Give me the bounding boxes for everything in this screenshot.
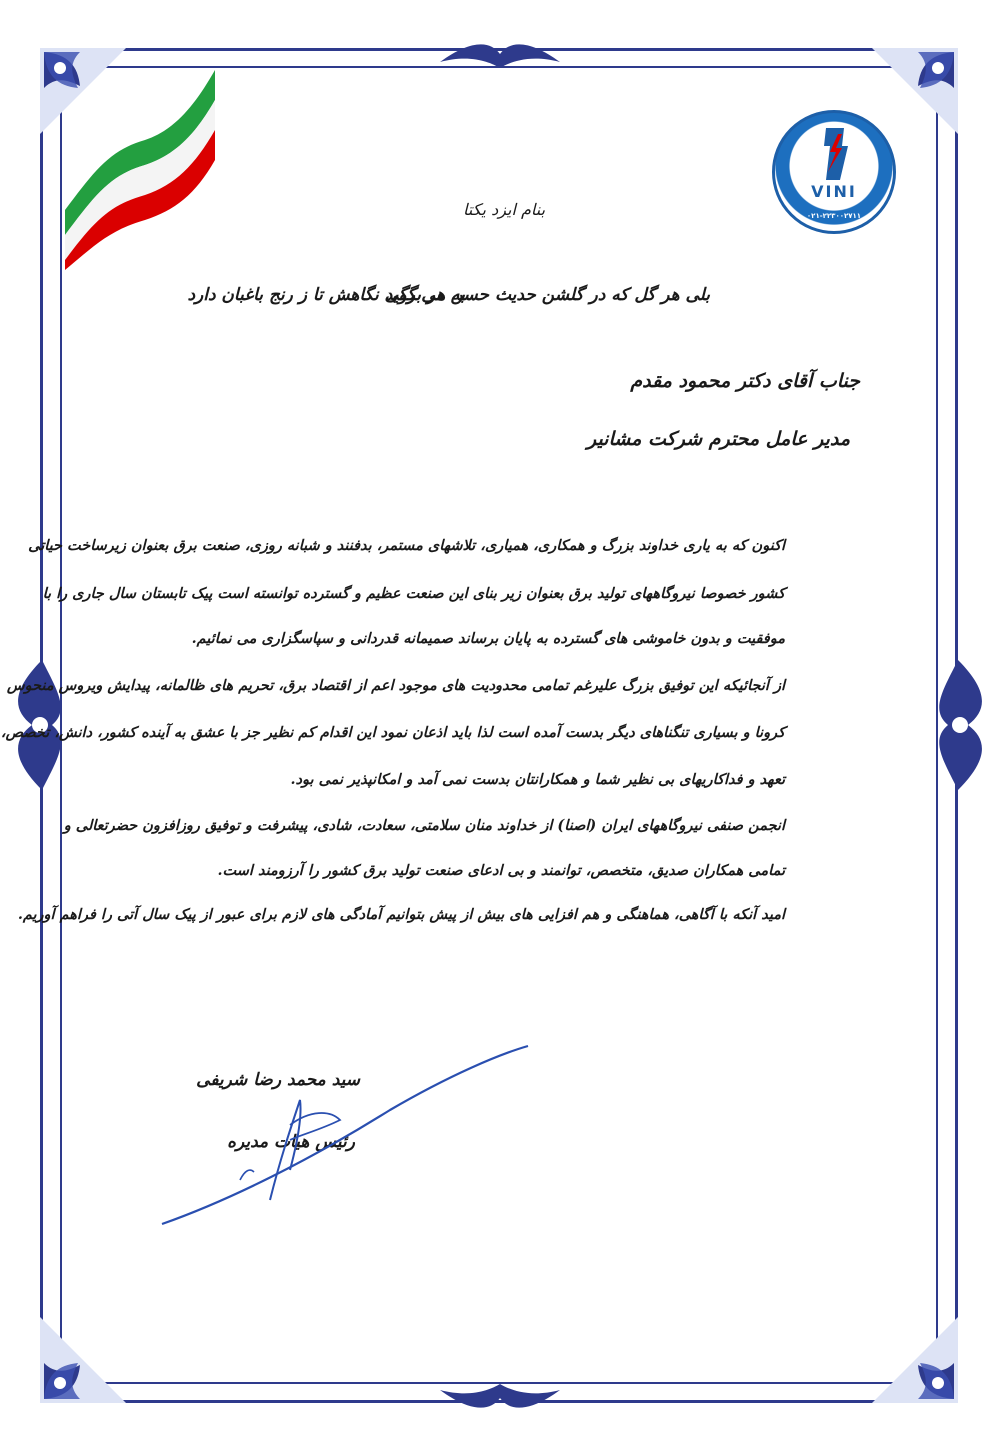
corner-ornament-bottom-left: [38, 1315, 128, 1405]
logo-name: VINI: [811, 182, 857, 201]
body-line: تعهد و فداکاریهای بی نظیر شما و همکارانتان بدست نمی آمد و امکانپذیر نمی بود.: [290, 771, 785, 788]
invocation-heading: بنام ایزد یکتا: [463, 200, 546, 219]
body-line: تمامی همکاران صدیق، متخصص، توانمند و بی ادعای صنعت تولید برق کشور را آرزومند است.: [217, 862, 785, 879]
iran-flag-icon: [55, 60, 220, 270]
verse-left: به هر برگی نگاهش تا ز رنج باغبان دارد: [187, 285, 465, 305]
signatory-name: سید محمد رضا شریفی: [196, 1070, 360, 1090]
body-line: اکنون که به یاری خداوند بزرگ و همکاری، همیاری، تلاشهای مستمر، بدفنند و شبانه روزی، صنعت برق بعنوان زیرساخت حیاتی: [28, 537, 785, 554]
body-line: انجمن صنفی نیروگاههای ایران (اصنا) از خداوند منان سلامتی، سعادت، شادی، پیشرفت و توفیق روزافزون حضرتعالی و: [63, 817, 785, 834]
corner-ornament-bottom-right: [870, 1315, 960, 1405]
edge-ornament-top: [440, 40, 560, 70]
organization-logo: [772, 110, 896, 234]
body-line: کرونا و بسیاری تنگناهای دیگر بدست آمده است لذا باید اذعان نمود این اقدام کم نظیر جز با عشق به آینده کشور، دانش، تخصص،: [0, 724, 785, 741]
body-line: امید آنکه با آگاهی، هماهنگی و هم افزایی های بیش از پیش بتوانیم آمادگی های لازم برای عبور از پیک سال آتی را فراهم آوریم.: [17, 906, 785, 923]
edge-ornament-right: [928, 660, 998, 790]
body-line: کشور خصوصا نیروگاههای تولید برق بعنوان زیر بنای این صنعت عظیم و گسترده توانسته است پیک تابستان سال جاری را با: [42, 585, 785, 602]
body-line: موفقیت و بدون خاموشی های گسترده به پایان برساند صمیمانه قدردانی و سپاسگزاری می نمائیم.: [191, 630, 785, 647]
body-line: از آنجائیکه این توفیق بزرگ علیرغم تمامی محدودیت های موجود اعم از اقتصاد برق، تحریم های ظالمانه، پیدایش ویروس منحوس: [6, 677, 785, 694]
handwritten-signature: [150, 1040, 540, 1230]
lightning-icon: [814, 128, 854, 180]
logo-phone: ۰۲۱-۲۲۳۰۰۲۷۱۱: [806, 212, 862, 220]
recipient-title: مدیر عامل محترم شرکت مشانیر: [586, 428, 850, 450]
recipient-name: جناب آقای دکتر محمود مقدم: [630, 370, 860, 392]
edge-ornament-bottom: [440, 1382, 560, 1412]
signatory-title: رئیس هیات مدیره: [227, 1132, 355, 1152]
verse-right: بلی هر گل که در گلشن حدیث حسن می گوید: [384, 285, 710, 305]
